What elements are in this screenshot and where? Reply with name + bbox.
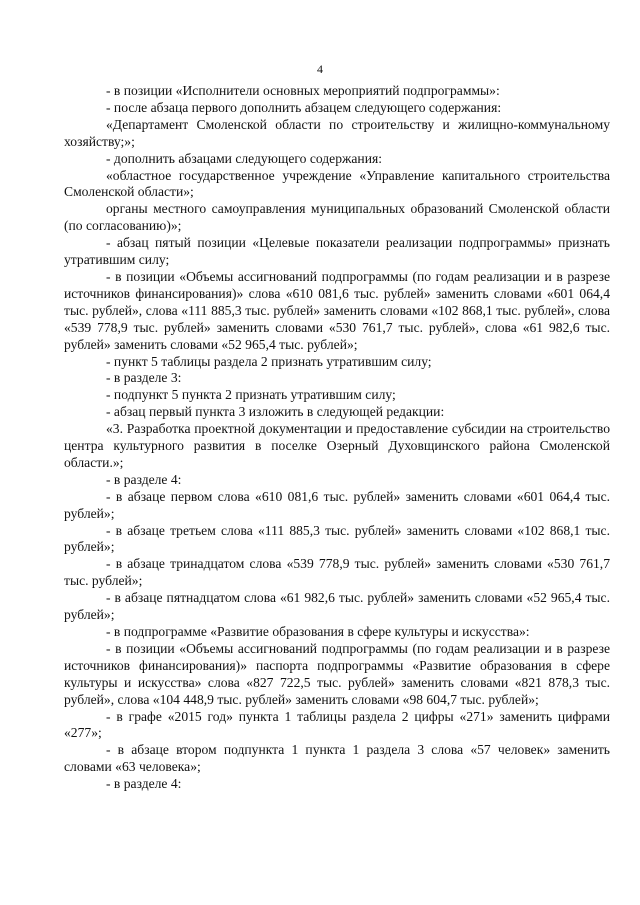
paragraph: - подпункт 5 пункта 2 признать утратившим силу; xyxy=(106,387,396,403)
document-body xyxy=(64,83,610,793)
paragraph: - в позиции «Объемы ассигнований подпрограммы (по годам реализации и в разрезе источников финансирования)» паспорта подпрограммы «Развитие образования в сфере культуры и искусства» слова «827 722,5 тыс. рублей» заменить словами «821 878,3 тыс. рублей», слова «104 448,9 тыс. рублей» заменить словами «98 604,7 тыс. рублей»; xyxy=(64,640,610,707)
paragraph: - в подпрограмме «Развитие образования в сфере культуры и искусства»: xyxy=(106,624,530,639)
paragraph: - в абзаце тринадцатом слова «539 778,9 тыс. рублей» заменить словами «530 761,7 тыс. рублей»; xyxy=(64,556,610,589)
paragraph: - пункт 5 таблицы раздела 2 признать утратившим силу; xyxy=(106,353,432,369)
paragraph: - в абзаце первом слова «610 081,6 тыс. рублей» заменить словами «601 064,4 тыс. рублей»; xyxy=(64,488,610,521)
page-number: 4 xyxy=(317,62,323,76)
paragraph: - в графе «2015 год» пункта 1 таблицы раздела 2 цифры «271» заменить цифрами «277»; xyxy=(64,708,610,741)
paragraph: «3. Разработка проектной документации и предоставление субсидии на строительство центра культурного развития в поселке Озерный Духовщинского района Смоленской области.»; xyxy=(64,421,610,470)
paragraph: - в разделе 3: xyxy=(106,370,182,386)
paragraph: - дополнить абзацами следующего содержания: xyxy=(106,150,383,166)
paragraph: - в абзаце пятнадцатом слова «61 982,6 тыс. рублей» заменить словами «52 965,4 тыс. рублей»; xyxy=(64,590,610,623)
paragraph: - в позиции «Исполнители основных мероприятий подпрограммы»: xyxy=(106,83,500,98)
paragraph: органы местного самоуправления муниципальных образований Смоленской области (по согласованию)»; xyxy=(64,201,610,234)
paragraph: «областное государственное учреждение «Управление капитального строительства Смоленской области»; xyxy=(64,167,610,200)
paragraph: - после абзаца первого дополнить абзацем следующего содержания: xyxy=(106,99,502,115)
paragraph: - в разделе 4: xyxy=(106,471,182,487)
paragraph: - в разделе 4: xyxy=(106,776,182,792)
paragraph: «Департамент Смоленской области по строительству и жилищно-коммунальному хозяйству;»; xyxy=(64,116,610,149)
paragraph: - в абзаце третьем слова «111 885,3 тыс. рублей» заменить словами «102 868,1 тыс. рублей»; xyxy=(64,522,610,555)
paragraph: - абзац пятый позиции «Целевые показатели реализации подпрограммы» признать утратившим силу; xyxy=(64,235,610,268)
paragraph: - в позиции «Объемы ассигнований подпрограммы (по годам реализации и в разрезе источников финансирования)» слова «610 081,6 тыс. рублей» заменить словами «601 064,4 тыс. рублей», слова «111 885,3 тыс. рублей» заменить словами «102 868,1 тыс. рублей», слова «539 778,9 тыс. рублей» заменить словами «530 761,7 тыс. рублей», слова «61 982,6 тыс. рублей» заменить словами «52 965,4 тыс. рублей»; xyxy=(64,268,610,352)
paragraph: - абзац первый пункта 3 изложить в следующей редакции: xyxy=(106,404,445,420)
paragraph: - в абзаце втором подпункта 1 пункта 1 раздела 3 слова «57 человек» заменить словами «63 человека»; xyxy=(64,742,610,775)
